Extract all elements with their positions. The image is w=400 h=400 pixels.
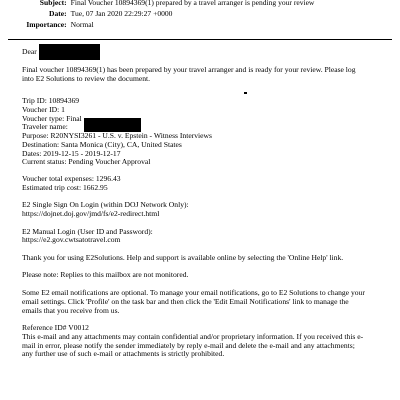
thanks-text: Thank you for using E2Solutions. Help and support is available online by selecting the 'Online Help' link.	[22, 253, 344, 262]
confidentiality-line-1: This e-mail and any attachments may contain confidential and/or proprietary information. If you received this e-	[22, 332, 364, 341]
greeting: Dear	[22, 47, 37, 56]
purpose: Purpose: R20NYSI3261 - U.S. v. Epstein - Witness Interviews	[22, 131, 212, 140]
current-status: Current status: Pending Voucher Approval	[22, 157, 151, 166]
voucher-type: Voucher type: Final	[22, 114, 82, 123]
traveler-name: Traveler name:	[22, 122, 68, 131]
redaction-traveler	[84, 118, 141, 132]
date-label: Date:	[49, 9, 67, 18]
stray-mark	[244, 92, 247, 94]
sso-url-link[interactable]: https://dojnet.doj.gov/jmd/fs/e2-redirect.html	[22, 209, 160, 218]
reference-id: Reference ID# V0012	[22, 323, 89, 332]
no-reply-note: Please note: Replies to this mailbox are not monitored.	[22, 270, 189, 279]
trip-id: Trip ID: 10894369	[22, 96, 80, 105]
importance-row	[0, 20, 398, 29]
total-expenses: Voucher total expenses: 1296.43	[22, 174, 121, 183]
intro-line-2: into E2 Solutions to review the document.	[22, 74, 151, 83]
voucher-id: Voucher ID: 1	[22, 105, 65, 114]
manual-login-url-link[interactable]: https://e2.gov.cwtsatotravel.com	[22, 235, 121, 244]
notifications-line-1: Some E2 email notifications are optional. To manage your email notifications, go to E2 Solutions to change your	[22, 288, 365, 297]
confidentiality-line-3: any further use of such e-mail or attachments is strictly prohibited.	[22, 349, 225, 358]
subject-value: Final Voucher 10894369(1) prepared by a travel arranger is pending your review	[70, 0, 315, 7]
manual-login-label: E2 Manual Login (User ID and Password):	[22, 227, 153, 236]
subject-label: Subject:	[39, 0, 67, 7]
confidentiality-line-2: mail in error, please notify the sender immediately by reply e-mail and delete the e-mail and any attachments;	[22, 341, 355, 350]
header-divider	[8, 39, 392, 40]
notifications-line-3: emails that you receive from us.	[22, 306, 120, 315]
notifications-line-2: email settings. Click 'Profile' on the task bar and then click the 'Edit Email Notifications' link to manage the	[22, 297, 349, 306]
importance-label: Importance:	[26, 20, 67, 29]
dates: Dates: 2019-12-15 - 2019-12-17	[22, 149, 121, 158]
destination: Destination: Santa Monica (City), CA, United States	[22, 140, 182, 149]
date-row	[0, 9, 398, 18]
redaction-recipient	[39, 44, 100, 60]
importance-value: Normal	[70, 20, 94, 29]
date-value: Tue, 07 Jan 2020 22:29:27 +0000	[70, 9, 173, 18]
estimated-cost: Estimated trip cost: 1662.95	[22, 183, 108, 192]
intro-line-1: Final voucher 10894369(1) has been prepared by your travel arranger and is ready for your review. Please log	[22, 65, 356, 74]
subject-row	[0, 0, 398, 7]
sso-label: E2 Single Sign On Login (within DOJ Network Only):	[22, 200, 189, 209]
